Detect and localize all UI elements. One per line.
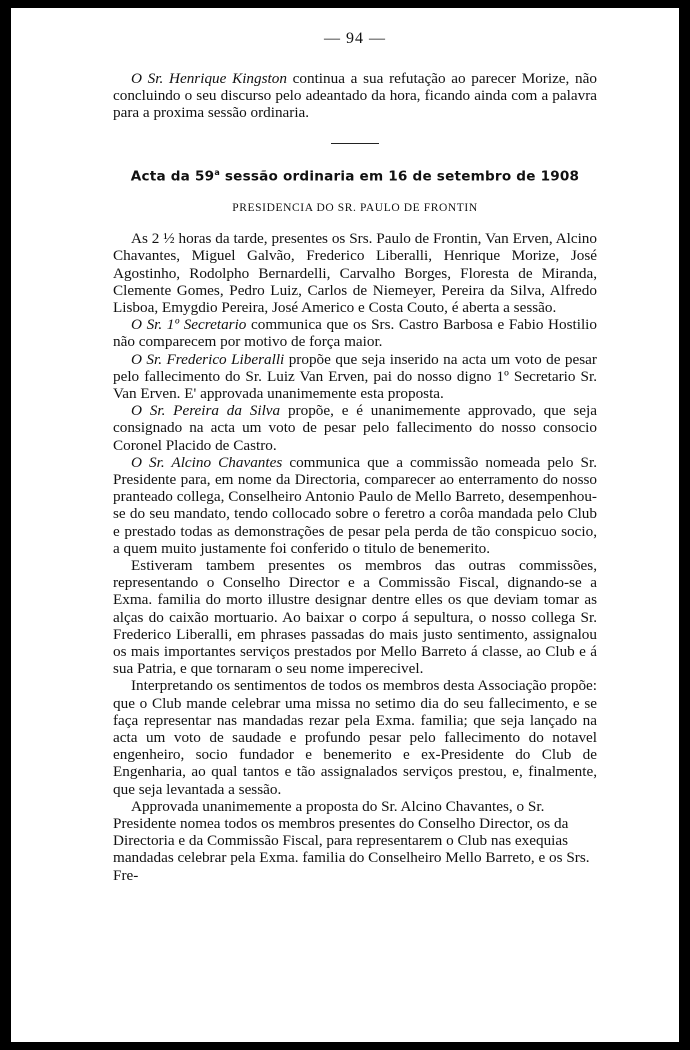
page-number: — 94 — xyxy=(324,30,386,47)
speaker-name: O Sr. Pereira da Silva xyxy=(131,402,281,420)
paragraph-text: continua a sua refutação ao parecer Morize, não concluindo o seu discurso pelo adeantado da hora, ficando ainda com a palavra para a proxima sessão ordinaria. xyxy=(113,70,597,122)
section-separator xyxy=(331,143,379,144)
speaker-name: O Sr. Henrique Kingston xyxy=(131,70,287,87)
minutes-title: Acta da 59$^a$ sessão ordinaria em 16 de setembro de 1908 xyxy=(130,167,580,185)
document-page xyxy=(11,8,679,1042)
paragraph-chavantes: O Sr. Alcino Chavantes communica que a commissão nomeada pelo Sr. Presidente para, em nome da Directoria, comparecer ao enterramento do nosso pranteado collega, Conselheiro Antonio Paulo de Mello Barreto, desempenhou-se do seu mandato, tendo collocado sobre o feretro a corôa mandada pelo Club e prestado todas as demonstrações de pesar pela perda de tão conspicuo socio, a quem muito justamente foi conferido o titulo de benemerito. xyxy=(113,453,597,557)
speaker-name: O Sr. 1º Secretario xyxy=(131,316,247,334)
paragraph-approval: Approvada unanimemente a proposta do Sr. Alcino Chavantes, o Sr. Presidente nomea todos os membros presentes do Conselho Director, os da Directoria e da Commissão Fiscal, para representarem o Club nas exequias mandadas celebrar pela Exma. familia do Conselheiro Mello Barreto, e os Srs. Fre- xyxy=(113,797,590,884)
paragraph-secretary: O Sr. 1º Secretario communica que os Srs. Castro Barbosa e Fabio Hostilio não comparecem por motivo de força maior. xyxy=(113,316,597,351)
paragraph-proposal: Interpretando os sentimentos de todos os membros desta Associação propõe: que o Club mande celebrar uma missa no setimo dia do seu fallecimento, e se faça representar nas mandadas rezar pela Exma. familia; que seja lançado na acta um voto de saudade e profundo pesar pelo fallecimento do notavel engenheiro, socio fundador e benemerito e ex-Presidente do Club de Engenharia, ao qual tantos e tão assignalados serviços prestou, e, finalmente, que seja levantada a sessão. xyxy=(113,677,597,798)
intro-paragraph xyxy=(113,70,597,122)
paragraph-attendance: As 2 ½ horas da tarde, presentes os Srs. Paulo de Frontin, Van Erven, Alcino Chavantes, Miguel Galvão, Frederico Liberalli, Henrique Morize, José Agostinho, Rodolpho Bernardelli, Carvalho Borges, Floresta de Miranda, Clemente Gomes, Pedro Luiz, Carlos de Niemeyer, Pereira da Silva, Alfredo Lisboa, Emygdio Pereira, José Americo e Costa Couto, é aberta a sessão. xyxy=(113,230,597,316)
speaker-name: O Sr. Frederico Liberalli xyxy=(131,350,285,368)
presidency-line: PRESIDENCIA DO SR. PAULO DE FRONTIN xyxy=(232,202,478,215)
speaker-name: O Sr. Alcino Chavantes xyxy=(131,453,283,471)
paragraph-liberalli: O Sr. Frederico Liberalli propõe que seja inserido na acta um voto de pesar pelo fallecimento do Sr. Luiz Van Erven, pai do nosso digno 1º Secretario Sr. Van Erven. E' approvada unanimemente esta proposta. xyxy=(113,350,597,402)
paragraph-pereira: O Sr. Pereira da Silva propõe, e é unanimemente approvado, que seja consignado na acta um voto de pesar pelo fallecimento do nosso consocio Coronel Placido de Castro. xyxy=(113,402,598,454)
paragraph-commissions: Estiveram tambem presentes os membros das outras commissões, representando o Conselho Director e a Commissão Fiscal, dignando-se a Exma. familia do morto illustre designar dentre elles os que deviam tomar as alças do caixão mortuario. Ao baixar o corpo á sepultura, o nosso collega Sr. Frederico Liberalli, em phrases passadas do mais justo sentimento, assignalou os mais importantes serviços prestados por Mello Barreto á classe, ao Club e á sua Patria, e que tornaram o seu nome imperecivel. xyxy=(113,557,597,678)
